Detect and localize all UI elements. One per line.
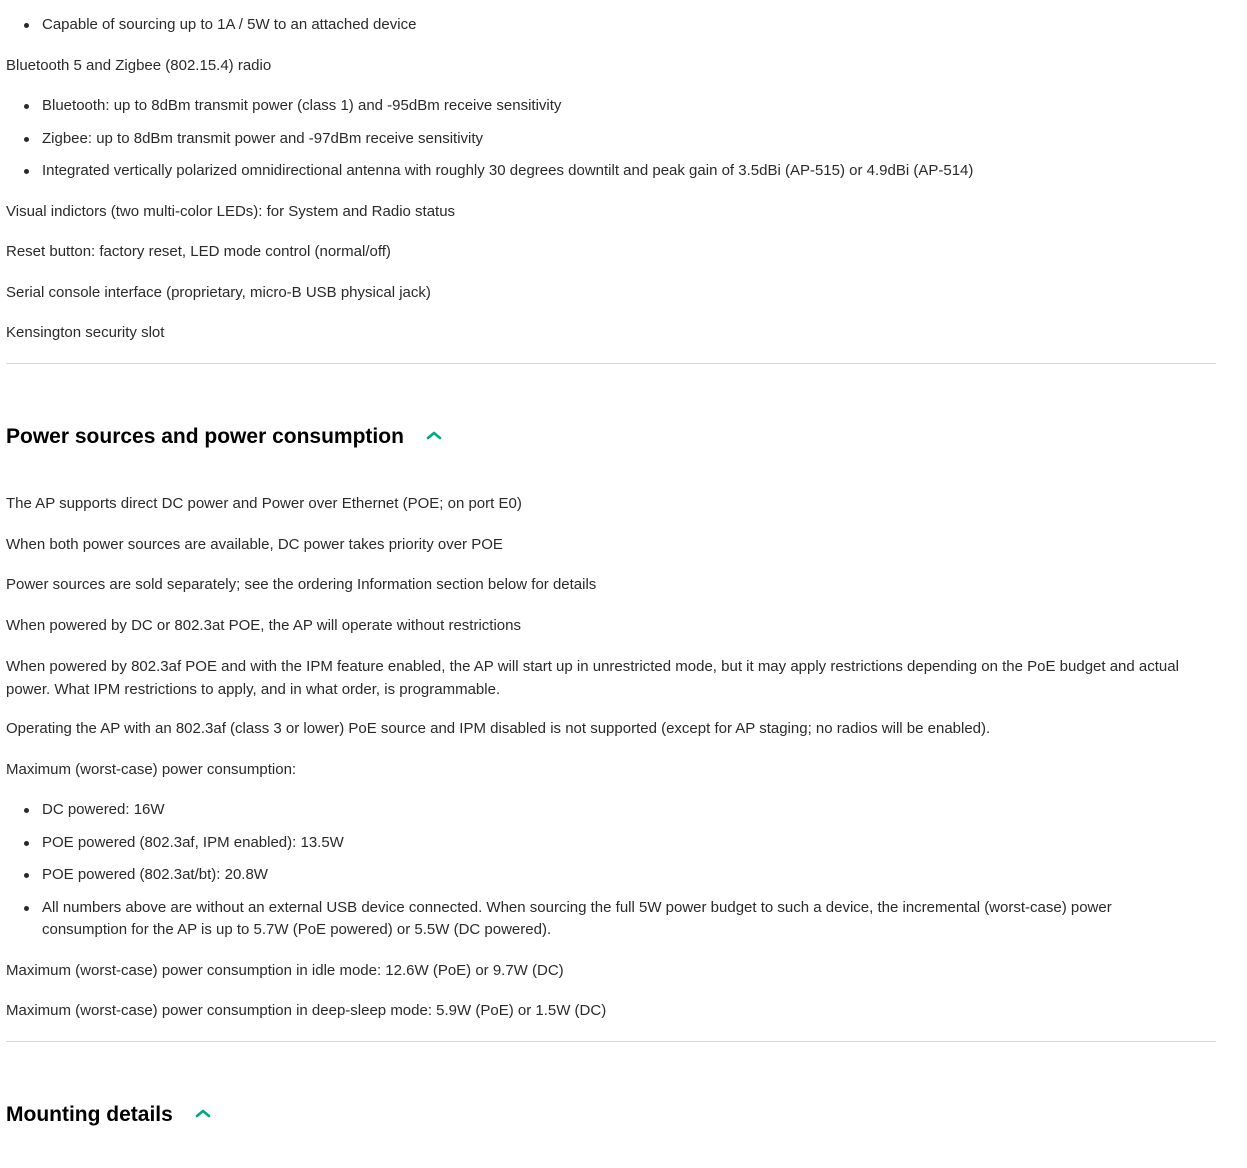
- list-item-text: Zigbee: up to 8dBm transmit power and -97dBm receive sensitivity: [42, 130, 484, 147]
- power-section-heading[interactable]: [6, 423, 442, 451]
- section-title: Power sources and power consumption: [6, 425, 404, 448]
- list-item-text: DC powered: 16W: [42, 801, 165, 818]
- list-item-text: Bluetooth: up to 8dBm transmit power (class 1) and -95dBm receive sensitivity: [42, 97, 562, 114]
- spec-content: [6, 0, 1216, 1168]
- bullet-icon: [24, 808, 29, 813]
- bullet-icon: [24, 906, 29, 911]
- paragraph: When powered by 802.3af POE and with the IPM feature enabled, the AP will start up in unrestricted mode, but it may apply restrictions depending on the PoE budget and actual power. What IPM restrictions to apply, and in what order, is programmable.: [6, 658, 1179, 698]
- section-divider: [6, 363, 1216, 364]
- section-title: Mounting details: [6, 1103, 173, 1126]
- spec-line: Visual indictors (two multi-color LEDs): for System and Radio status: [6, 203, 456, 220]
- spec-line: Reset button: factory reset, LED mode control (normal/off): [6, 243, 391, 260]
- bullet-icon: [24, 137, 29, 142]
- bullet-icon: [24, 169, 29, 174]
- list-item-text: POE powered (802.3at/bt): 20.8W: [42, 866, 268, 883]
- bullet-icon: [24, 23, 29, 28]
- chevron-up-icon[interactable]: [195, 1107, 211, 1119]
- paragraph: Maximum (worst-case) power consumption in deep-sleep mode: 5.9W (PoE) or 1.5W (DC): [6, 1002, 607, 1019]
- list-item-text: Capable of sourcing up to 1A / 5W to an attached device: [42, 16, 417, 33]
- paragraph: Power sources are sold separately; see the ordering Information section below for details: [6, 576, 597, 593]
- paragraph: The AP supports direct DC power and Power over Ethernet (POE; on port E0): [6, 495, 522, 512]
- bullet-icon: [24, 873, 29, 878]
- chevron-up-icon[interactable]: [426, 429, 442, 441]
- paragraph: Maximum (worst-case) power consumption:: [6, 761, 297, 778]
- bullet-icon: [24, 104, 29, 109]
- spec-line: Serial console interface (proprietary, micro-B USB physical jack): [6, 284, 431, 301]
- spec-line: Kensington security slot: [6, 324, 165, 341]
- paragraph: When powered by DC or 802.3at POE, the AP will operate without restrictions: [6, 617, 521, 634]
- radio-line: Bluetooth 5 and Zigbee (802.15.4) radio: [6, 57, 272, 74]
- paragraph: Operating the AP with an 802.3af (class 3 or lower) PoE source and IPM disabled is not supported (except for AP staging; no radios will be enabled).: [6, 720, 991, 737]
- mounting-section-heading[interactable]: [6, 1101, 211, 1129]
- list-item-text: POE powered (802.3af, IPM enabled): 13.5W: [42, 834, 344, 851]
- paragraph: Maximum (worst-case) power consumption in idle mode: 12.6W (PoE) or 9.7W (DC): [6, 962, 564, 979]
- bullet-icon: [24, 841, 29, 846]
- list-item-text: All numbers above are without an external USB device connected. When sourcing the full 5W power budget to such a device, the incremental (worst-case) power consumption for the AP is up to 5.7W (PoE powered) or 5.5W (DC powered).: [42, 899, 1112, 938]
- list-item-text: Integrated vertically polarized omnidirectional antenna with roughly 30 degrees downtilt and peak gain of 3.5dBi (AP-515) or 4.9dBi (AP-514): [42, 162, 974, 179]
- paragraph: When both power sources are available, DC power takes priority over POE: [6, 536, 503, 553]
- section-divider: [6, 1041, 1216, 1042]
